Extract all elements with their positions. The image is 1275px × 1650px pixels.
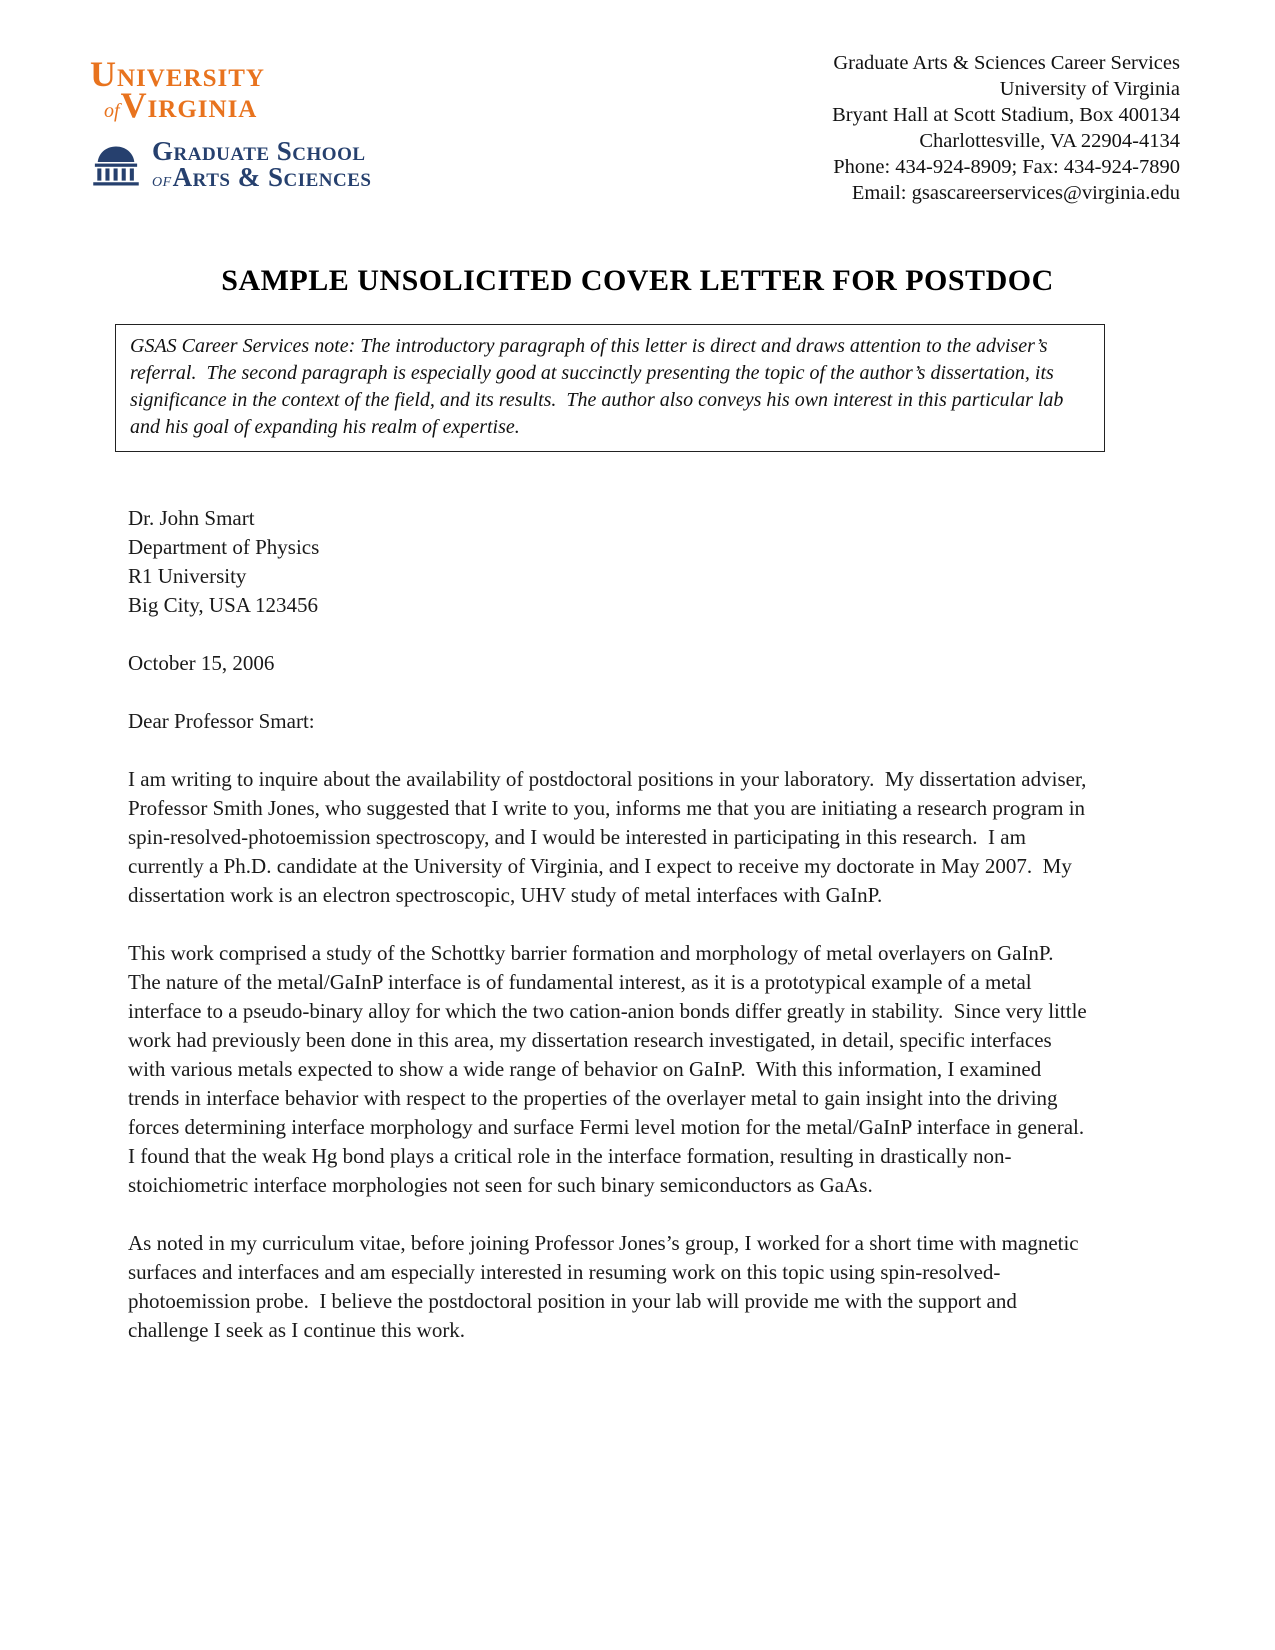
contact-line-university: University of Virginia xyxy=(999,78,1180,100)
rotunda-icon xyxy=(90,145,142,187)
logo-of-word-2: of xyxy=(152,169,172,191)
contact-line-email: Email: gsascareerservices@virginia.edu xyxy=(851,182,1180,204)
recipient-block xyxy=(128,504,1090,620)
recipient-name: Dr. John Smart xyxy=(128,506,255,530)
letterhead xyxy=(0,48,1275,206)
contact-line-city: Charlottesville, VA 22904-4134 xyxy=(919,130,1180,152)
note-box xyxy=(115,324,1105,452)
letter-paragraph-1: I am writing to inquire about the availability of postdoctoral positions in your laboratory. My dissertation adviser, Professor Smith Jones, who suggested that I write to you, informs me that you are initiating a research program in spin-resolved-photoemission spectroscopy, and I would be interested in participating in this research. I am currently a Ph.D. candidate at the University of Virginia, and I expect to receive my doctorate in May 2007. My dissertation work is an electron spectroscopic, UHV study of metal interfaces with GaInP. xyxy=(128,767,1092,907)
logo-of-word: of xyxy=(104,100,120,122)
recipient-department: Department of Physics xyxy=(128,535,320,559)
logo-university-text: University xyxy=(90,54,265,94)
note-text: GSAS Career Services note: The introductory paragraph of this letter is direct and draws attention to the adviser’s referral. The second paragraph is especially good at succinctly presenting the topic of the author’s dissertation, its significance in the context of the field, and its results. The author also conveys his own interest in this particular lab and his goal of expanding his realm of expertise. xyxy=(130,335,1069,438)
uva-logo xyxy=(90,48,371,193)
letter-date: October 15, 2006 xyxy=(128,651,275,675)
recipient-institution: R1 University xyxy=(128,564,247,588)
logo-school-block xyxy=(90,138,371,193)
contact-line-office: Graduate Arts & Sciences Career Services xyxy=(833,52,1180,74)
logo-graduate-school-text: Graduate School xyxy=(152,136,366,166)
contact-line-street: Bryant Hall at Scott Stadium, Box 400134 xyxy=(832,104,1180,126)
logo-arts-sciences-line xyxy=(152,164,371,193)
logo-school-text-block xyxy=(152,138,371,193)
logo-arts-sciences-text: Arts & Sciences xyxy=(172,162,372,192)
contact-line-phone-fax: Phone: 434-924-8909; Fax: 434-924-7890 xyxy=(833,156,1180,178)
letter-body xyxy=(128,504,1095,1345)
logo-virginia-line xyxy=(104,85,371,128)
recipient-city: Big City, USA 123456 xyxy=(128,593,319,617)
page-title: SAMPLE UNSOLICITED COVER LETTER FOR POSTDOC xyxy=(221,264,1054,297)
letter-paragraph-2: This work comprised a study of the Schottky barrier formation and morphology of metal overlayers on GaInP. The nature of the metal/GaInP interface is of fundamental interest, as it is a prototypical example of a metal interface to a pseudo-binary alloy for which the two cation-anion bonds differ greatly in stability. Since very little work had previously been done in this area, my dissertation research investigated, in detail, specific interfaces with various metals expected to show a wide range of behavior on GaInP. With this information, I examined trends in interface behavior with respect to the properties of the overlayer metal to gain insight into the driving forces determining interface morphology and surface Fermi level motion for the metal/GaInP interface in general. I found that the weak Hg bond plays a critical role in the interface formation, resulting in drastically non-stoichiometric interface morphologies not seen for such binary semiconductors as GaAs. xyxy=(128,941,1095,1197)
letter-paragraph-3: As noted in my curriculum vitae, before joining Professor Jones’s group, I worked for a short time with magnetic surfaces and interfaces and am especially interested in resuming work on this topic using spin-resolved-photoemission probe. I believe the postdoctoral position in your lab will provide me with the support and challenge I seek as I continue this work. xyxy=(128,1231,1084,1342)
logo-virginia-text: Virginia xyxy=(120,85,258,125)
contact-block xyxy=(832,48,1180,206)
letter-salutation: Dear Professor Smart: xyxy=(128,709,315,733)
